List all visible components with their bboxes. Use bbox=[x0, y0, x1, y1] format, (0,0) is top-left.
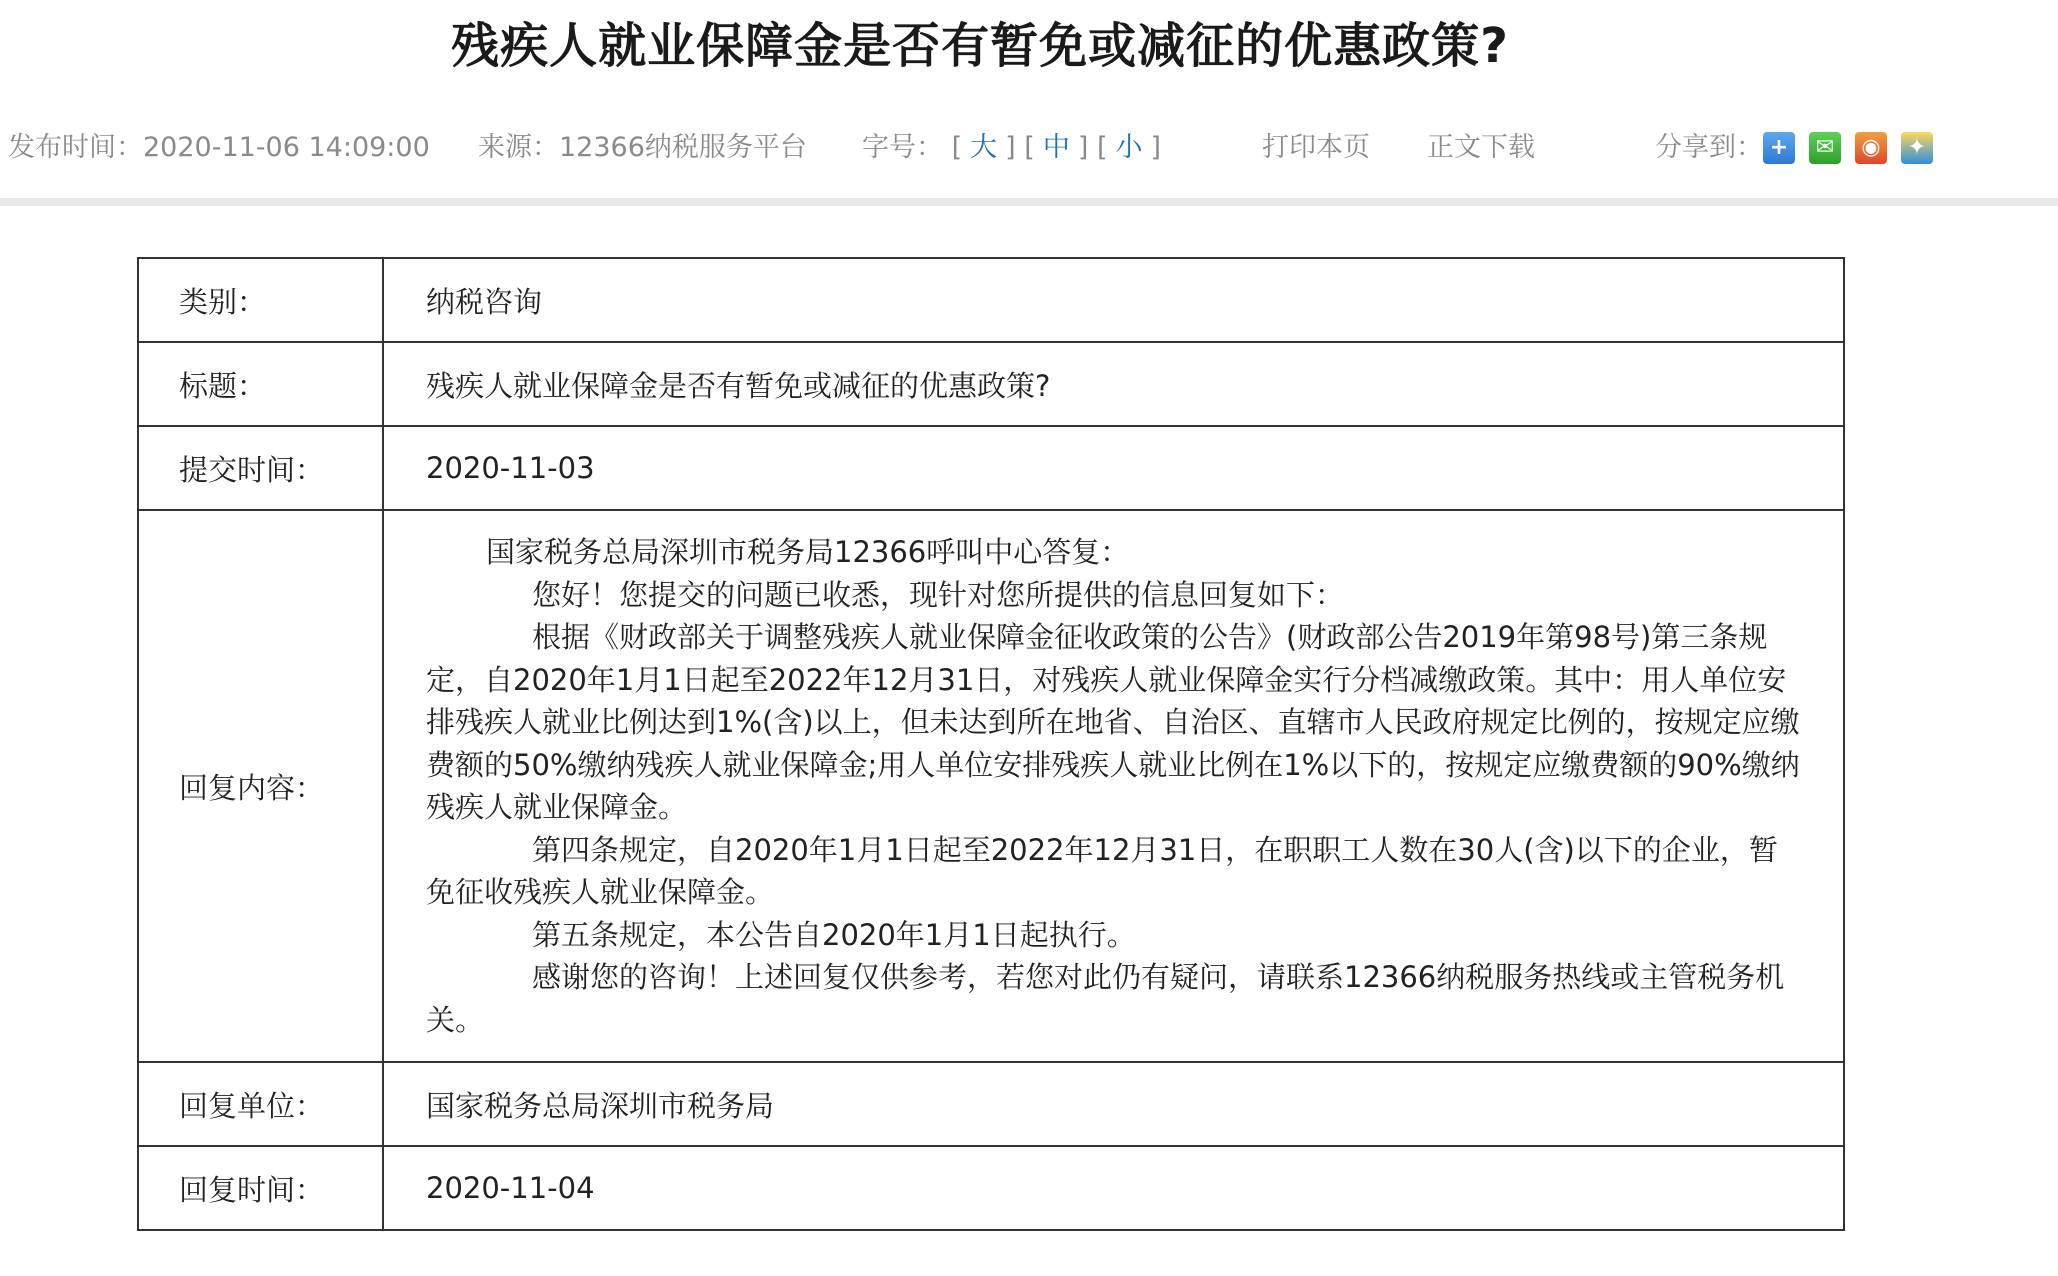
share-label: 分享到： bbox=[1655, 132, 1763, 163]
reply-paragraph: 根据《财政部关于调整残疾人就业保障金征收政策的公告》(财政部公告2019年第98号)第三条规定，自2020年1月1日起至2022年12月31日，对残疾人就业保障金实行分档减缴政策。其中：用人单位安排残疾人就业比例达到1%(含)以上，但未达到所在地省、自治区、直辖市人民政府规定比例的，按规定应缴费额的50%缴纳残疾人就业保障金;用人单位安排残疾人就业比例在1%以下的，按规定应缴费额的90%缴纳残疾人就业保障金。 bbox=[426, 620, 1800, 824]
source: 来源：12366纳税服务平台 bbox=[478, 132, 807, 163]
table-row-category bbox=[138, 258, 1844, 342]
table-row-title bbox=[138, 342, 1844, 426]
reply-paragraph: 第五条规定，本公告自2020年1月1日起执行。 bbox=[532, 917, 1136, 952]
bracket-close: ] bbox=[1077, 132, 1089, 163]
bracket-open: [ bbox=[1096, 132, 1108, 163]
renren-icon[interactable]: ✦ bbox=[1901, 132, 1933, 164]
article-meta-bar bbox=[0, 120, 2058, 176]
table-row-reply-unit bbox=[138, 1062, 1844, 1146]
share-icons bbox=[1763, 132, 1933, 164]
reply-paragraph: 第四条规定，自2020年1月1日起至2022年12月31日，在职职工人数在30人(含)以下的企业，暂免征收残疾人就业保障金。 bbox=[426, 832, 1778, 909]
wechat-icon[interactable]: ✉ bbox=[1809, 132, 1841, 164]
bracket-open: [ bbox=[1024, 132, 1035, 163]
bracket-open: [ bbox=[951, 132, 963, 163]
print-page-link[interactable]: 打印本页 bbox=[1262, 132, 1370, 163]
download-link[interactable]: 正文下载 bbox=[1427, 132, 1535, 163]
table-row-submit-time bbox=[138, 426, 1844, 510]
reply-time-value: 2020-11-04 bbox=[383, 1146, 1844, 1230]
bracket-close: ] bbox=[1005, 132, 1016, 163]
category-label: 类别： bbox=[138, 258, 383, 342]
consultation-info-table bbox=[137, 257, 1845, 1231]
font-size-selector bbox=[862, 120, 1161, 176]
table-row-reply-content bbox=[138, 510, 1844, 1062]
reply-time-label: 回复时间： bbox=[138, 1146, 383, 1230]
bracket-close: ] bbox=[1150, 132, 1162, 163]
font-size-medium-link[interactable]: 中 bbox=[1042, 132, 1070, 163]
header-divider bbox=[0, 198, 2058, 206]
title-value: 残疾人就业保障金是否有暂免或减征的优惠政策? bbox=[383, 342, 1844, 426]
submit-time-label: 提交时间： bbox=[138, 426, 383, 510]
font-size-small-link[interactable]: 小 bbox=[1115, 132, 1143, 163]
weibo-icon[interactable]: ◉ bbox=[1855, 132, 1887, 164]
reply-unit-label: 回复单位： bbox=[138, 1062, 383, 1146]
reply-paragraph: 感谢您的咨询！上述回复仅供参考，若您对此仍有疑问，请联系12366纳税服务热线或主管税务机关。 bbox=[426, 960, 1785, 1037]
qzone-plus-icon[interactable]: + bbox=[1763, 132, 1795, 164]
reply-content-value bbox=[383, 510, 1844, 1062]
reply-paragraph: 国家税务总局深圳市税务局12366呼叫中心答复： bbox=[486, 535, 1130, 569]
title-label: 标题： bbox=[138, 342, 383, 426]
category-value: 纳税咨询 bbox=[383, 258, 1844, 342]
font-size-label: 字号： bbox=[862, 132, 943, 163]
reply-unit-value: 国家税务总局深圳市税务局 bbox=[383, 1062, 1844, 1146]
reply-paragraph: 您好！您提交的问题已收悉，现针对您所提供的信息回复如下： bbox=[532, 577, 1345, 612]
reply-content-label: 回复内容： bbox=[138, 510, 383, 1062]
publish-time: 发布时间：2020-11-06 14:09:00 bbox=[8, 132, 430, 163]
table-row-reply-time bbox=[138, 1146, 1844, 1230]
page-title: 残疾人就业保障金是否有暂免或减征的优惠政策? bbox=[451, 18, 1509, 74]
submit-time-value: 2020-11-03 bbox=[383, 426, 1844, 510]
font-size-large-link[interactable]: 大 bbox=[970, 132, 998, 163]
